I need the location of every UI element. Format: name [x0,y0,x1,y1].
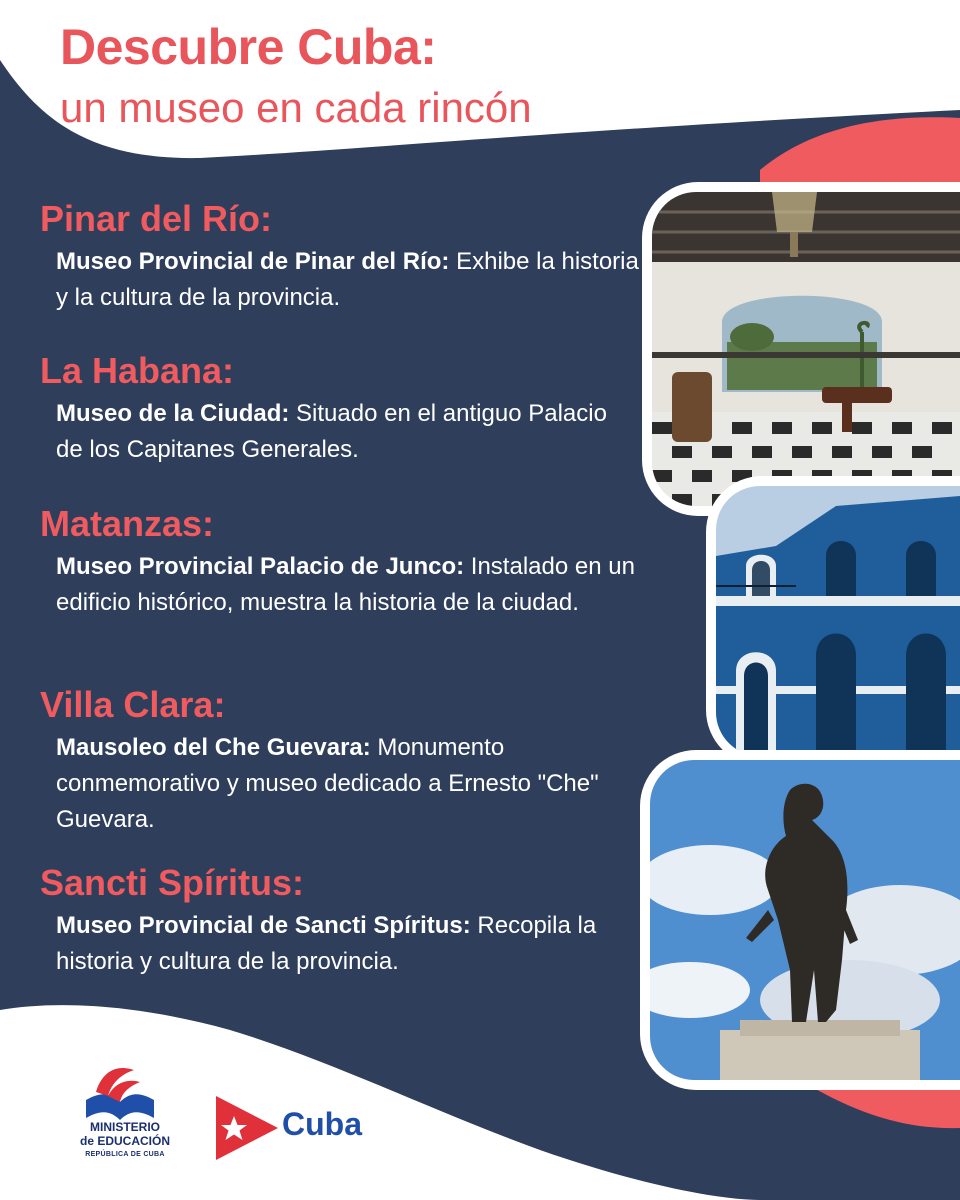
ministry-book-icon [82,1062,158,1122]
ministry-line-3: REPÚBLICA DE CUBA [85,1151,165,1158]
region-text [56,244,640,316]
region-pinar-del-rio [40,198,640,316]
ministry-line-1: MINISTERIO [89,1120,160,1134]
region-heading: La Habana: [40,350,235,391]
region-heading: Villa Clara: [40,684,226,725]
museum-interior-image [652,192,960,506]
museum-description: Situado en el antiguo Palacio de los Capitanes Generales. [56,400,607,463]
region-heading: Matanzas: [40,503,215,544]
museum-name: Museo Provincial de Sancti Spíritus: [56,912,471,939]
region-text [56,908,640,980]
che-monument-image [650,760,960,1080]
ministry-logo-text [70,1120,180,1162]
page-title: Descubre Cuba: [60,19,437,75]
museum-name: Museo Provincial Palacio de Junco: [56,553,465,580]
cuba-label: Cuba [282,1106,362,1142]
region-la-habana [40,350,640,468]
region-heading: Sancti Spíritus: [40,862,305,903]
region-text [56,396,640,468]
region-sancti-spiritus [40,862,640,980]
page-subtitle: un museo en cada rincón [60,84,532,131]
palacio-de-junco-image [716,486,960,756]
museum-name: Mausoleo del Che Guevara: [56,734,371,761]
photo-palacio-de-junco [706,476,960,766]
museum-description: Exhibe la historia y la cultura de la provincia. [56,248,639,311]
museum-description: Monumento conmemorativo y museo dedicado a Ernesto "Che" Guevara. [56,734,599,833]
region-villa-clara [40,684,640,838]
cuba-flag-icon [214,1094,280,1162]
museum-name: Museo Provincial de Pinar del Río: [56,248,450,275]
region-heading: Pinar del Río: [40,198,273,239]
photo-museum-interior [642,182,960,516]
photo-che-monument [640,750,960,1090]
region-matanzas [40,503,640,621]
museum-description: Instalado en un edificio histórico, muestra la historia de la ciudad. [56,553,635,616]
ministry-line-2: de EDUCACIÓN [79,1134,170,1148]
museum-name: Museo de la Ciudad: [56,400,290,427]
region-text [56,549,640,621]
region-text [56,730,640,838]
museum-description: Recopila la historia y cultura de la provincia. [56,912,597,975]
